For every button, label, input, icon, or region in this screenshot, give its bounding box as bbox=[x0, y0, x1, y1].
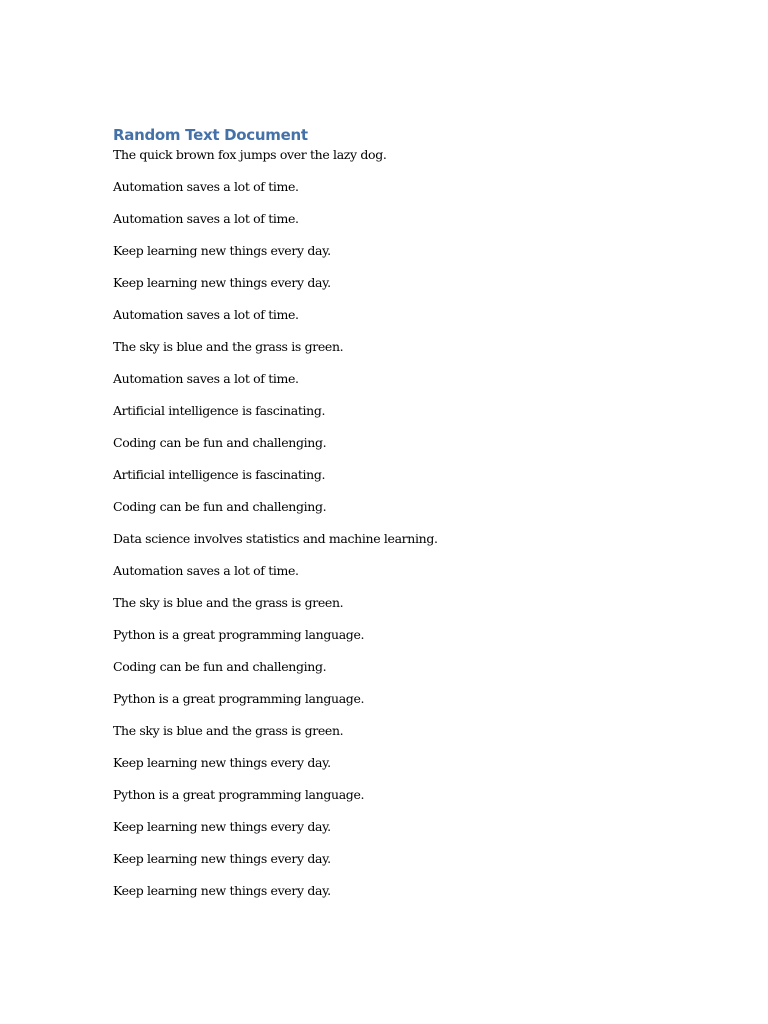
paragraph: The sky is blue and the grass is green. bbox=[113, 595, 344, 610]
paragraph: Artificial intelligence is fascinating. bbox=[113, 403, 326, 418]
document-body bbox=[113, 124, 673, 914]
paragraph: Automation saves a lot of time. bbox=[113, 307, 299, 322]
paragraph: Keep learning new things every day. bbox=[113, 243, 331, 258]
paragraph: Artificial intelligence is fascinating. bbox=[113, 467, 326, 482]
paragraph: The sky is blue and the grass is green. bbox=[113, 723, 344, 738]
paragraph: Automation saves a lot of time. bbox=[113, 563, 299, 578]
paragraph: Keep learning new things every day. bbox=[113, 851, 331, 866]
paragraph: Automation saves a lot of time. bbox=[113, 179, 299, 194]
document-title: Random Text Document bbox=[113, 126, 308, 144]
paragraph: Coding can be fun and challenging. bbox=[113, 435, 327, 450]
paragraph-list bbox=[113, 146, 673, 914]
paragraph: The quick brown fox jumps over the lazy dog. bbox=[113, 147, 387, 162]
paragraph: Keep learning new things every day. bbox=[113, 275, 331, 290]
paragraph: Automation saves a lot of time. bbox=[113, 371, 299, 386]
paragraph: Coding can be fun and challenging. bbox=[113, 659, 327, 674]
paragraph: Automation saves a lot of time. bbox=[113, 211, 299, 226]
paragraph: Python is a great programming language. bbox=[113, 627, 365, 642]
paragraph: Coding can be fun and challenging. bbox=[113, 499, 327, 514]
paragraph: The sky is blue and the grass is green. bbox=[113, 339, 344, 354]
paragraph: Keep learning new things every day. bbox=[113, 755, 331, 770]
paragraph: Keep learning new things every day. bbox=[113, 883, 331, 898]
paragraph: Python is a great programming language. bbox=[113, 787, 365, 802]
paragraph: Python is a great programming language. bbox=[113, 691, 365, 706]
paragraph: Keep learning new things every day. bbox=[113, 819, 331, 834]
paragraph: Data science involves statistics and machine learning. bbox=[113, 531, 438, 546]
